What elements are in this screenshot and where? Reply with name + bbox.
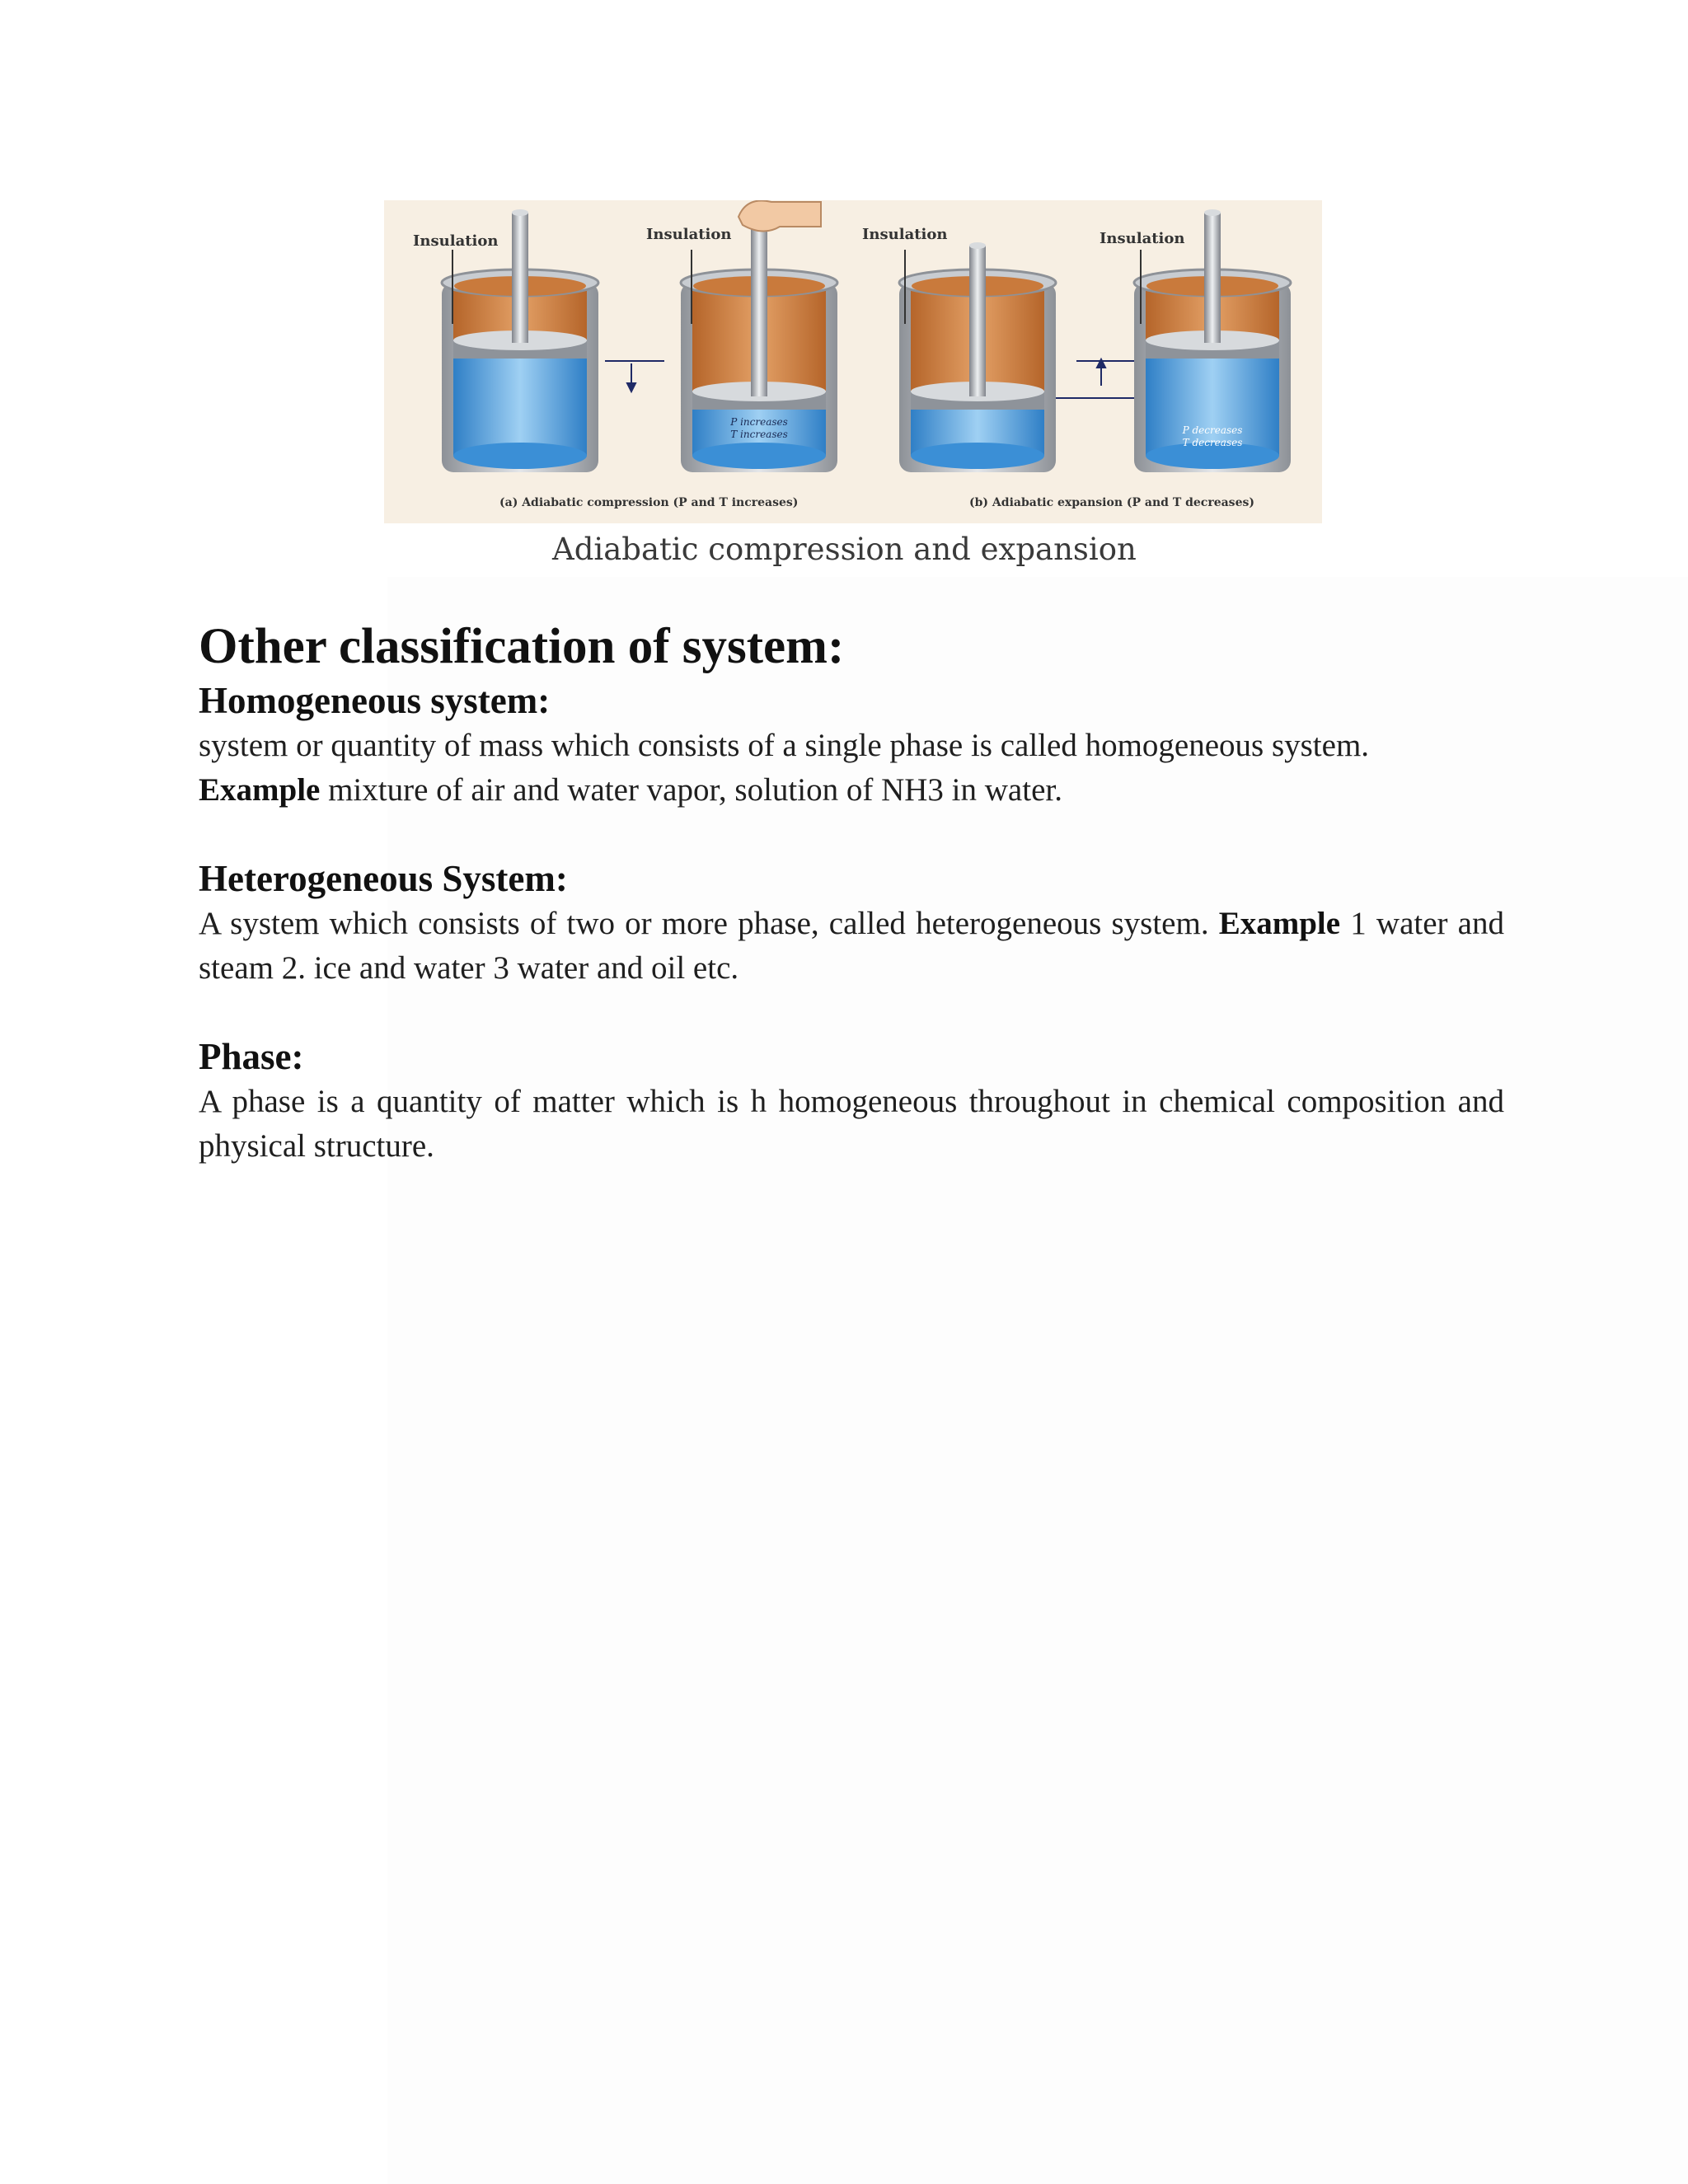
- compression-arrow: [605, 361, 664, 391]
- label-subfigure-a: (a) Adiabatic compression (P and T increases): [499, 496, 799, 509]
- adiabatic-figure: [384, 200, 1322, 523]
- heterogeneous-definition: A system which consists of two or more phase, called heterogeneous system.: [199, 906, 1219, 941]
- section-text-heterogeneous: [199, 902, 1504, 991]
- label-insulation-3: Insulation: [862, 226, 948, 243]
- label-insulation-1: Insulation: [413, 232, 499, 250]
- heterogeneous-example-text: 1 water and steam 2. ice and water 3 water and oil etc.: [199, 906, 1504, 986]
- document-body: [199, 616, 1504, 1169]
- label-insulation-2: Insulation: [646, 226, 732, 243]
- label-t-decreases: T decreases: [1182, 437, 1243, 448]
- label-insulation-4: Insulation: [1100, 230, 1185, 247]
- figure-caption: Adiabatic compression and expansion: [552, 532, 1137, 567]
- section-text-homogeneous: [199, 724, 1504, 813]
- label-subfigure-b: (b) Adiabatic expansion (P and T decreases): [969, 496, 1254, 509]
- homogeneous-example-label: Example: [199, 772, 321, 808]
- expansion-arrow: [1056, 359, 1134, 398]
- cylinder-3: [899, 242, 1056, 472]
- label-p-decreases: P decreases: [1182, 424, 1243, 436]
- heterogeneous-example-label: Example: [1218, 906, 1341, 941]
- homogeneous-example-text: mixture of air and water vapor, solution of NH3 in water.: [320, 772, 1062, 808]
- homogeneous-definition: system or quantity of mass which consists of a single phase is called homogeneous system.: [199, 728, 1370, 763]
- section-heading-heterogeneous: Heterogeneous System:: [199, 858, 568, 899]
- section-heading-homogeneous: Homogeneous system:: [199, 680, 551, 721]
- label-p-increases: P increases: [730, 416, 788, 428]
- section-text-phase: A phase is a quantity of matter which is h homogeneous throughout in chemical composition and physical structure.: [199, 1084, 1504, 1164]
- page-title: Other classification of system:: [199, 619, 845, 674]
- label-t-increases: T increases: [730, 429, 788, 440]
- section-heading-phase: Phase:: [199, 1036, 304, 1077]
